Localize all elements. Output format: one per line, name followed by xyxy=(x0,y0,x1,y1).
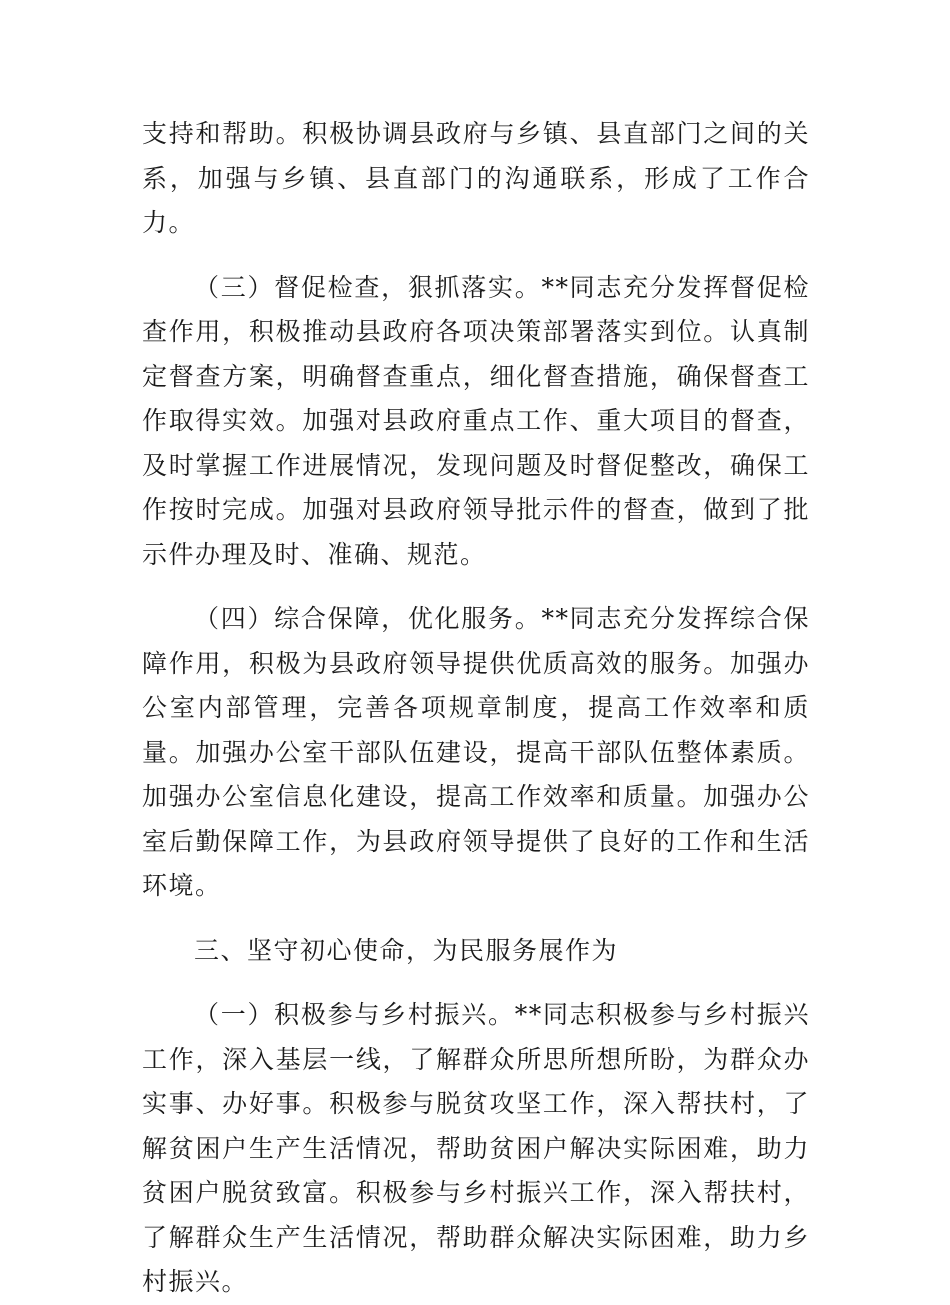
paragraph-comprehensive-support: （四）综合保障，优化服务。**同志充分发挥综合保障作用，积极为县政府领导提供优质高效的服务。加强办公室内部管理，完善各项规章制度，提高工作效率和质量。加强办公室干部队伍建设，提高干部队伍整体素质。加强办公室信息化建设，提高工作效率和质量。加强办公室后勤保障工作，为县政府领导提供了良好的工作和生活环境。 xyxy=(142,604,810,900)
paragraph-supervision-inspection: （三）督促检查，狠抓落实。**同志充分发挥督促检查作用，积极推动县政府各项决策部署落实到位。认真制定督查方案，明确督查重点，细化督查措施，确保督查工作取得实效。加强对县政府重点工作、重大项目的督查，及时掌握工作进展情况，发现问题及时督促整改，确保工作按时完成。加强对县政府领导批示件的督查，做到了批示件办理及时、准确、规范。 xyxy=(142,272,810,569)
paragraph-rural-revitalization: （一）积极参与乡村振兴。**同志积极参与乡村振兴工作，深入基层一线，了解群众所思所想所盼，为群众办实事、办好事。积极参与脱贫攻坚工作，深入帮扶村，了解贫困户生产生活情况，帮助贫困户解决实际困难，助力贫困户脱贫致富。积极参与乡村振兴工作，深入帮扶村，了解群众生产生活情况，帮助群众解决实际困难，助力乡村振兴。 xyxy=(142,1000,810,1296)
paragraph-continuation: 支持和帮助。积极协调县政府与乡镇、县直部门之间的关系，加强与乡镇、县直部门的沟通联系，形成了工作合力。 xyxy=(142,119,810,237)
document-page xyxy=(142,112,810,1305)
section-heading: 三、坚守初心使命，为民服务展作为 xyxy=(194,935,619,965)
